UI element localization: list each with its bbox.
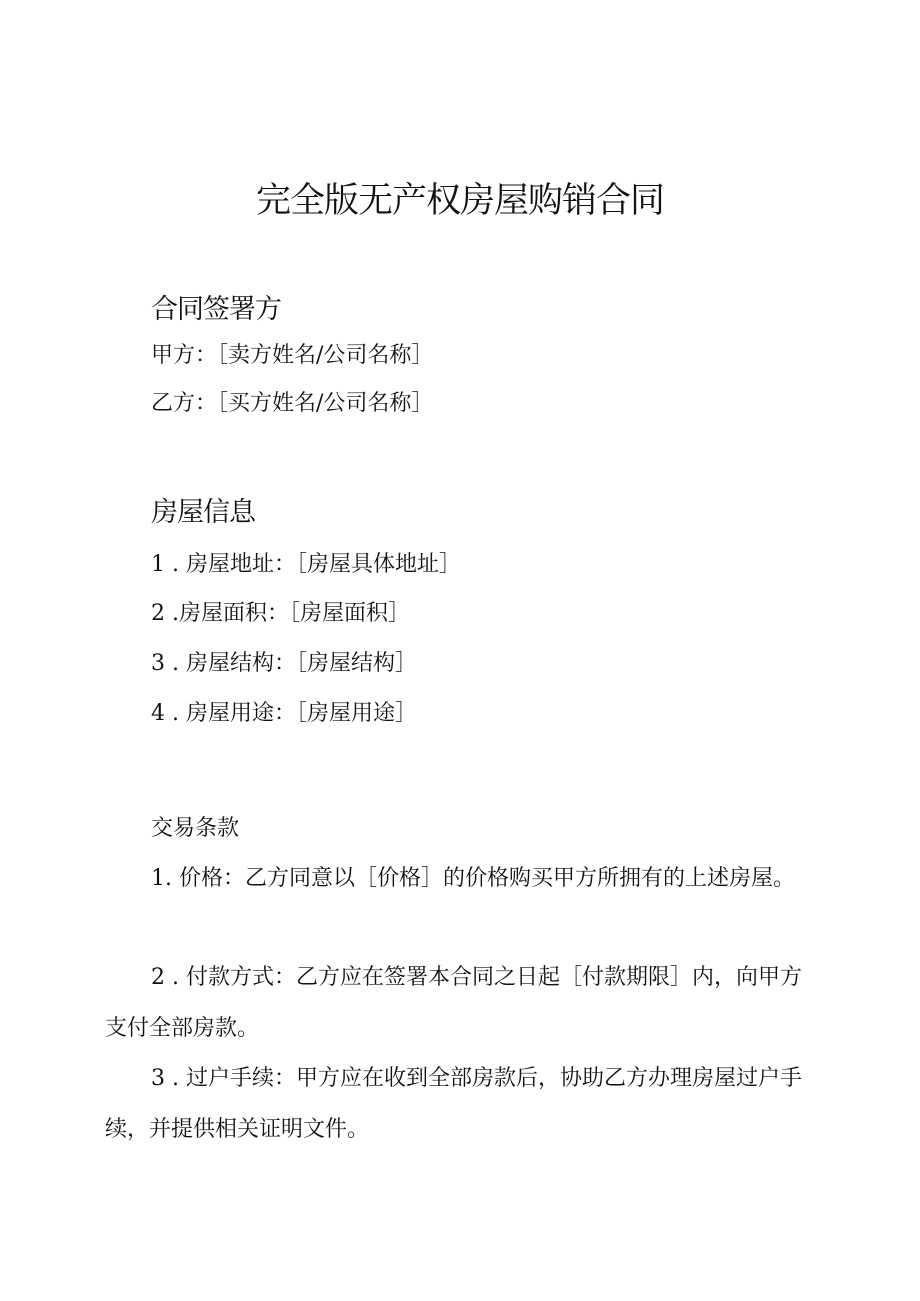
property-item-structure: 3 . 房屋结构：［房屋结构］ [151,651,417,676]
property-item-area: 2 .房屋面积：［房屋面积］ [151,601,410,626]
terms-clause-transfer: 3 . 过户手续：甲方应在收到全部房款后，协助乙方办理房屋过户手续，并提供相关证明文件。 [105,1066,802,1142]
party-b-line: 乙方：［买方姓名/公司名称］ [151,391,434,416]
property-item-use: 4 . 房屋用途：［房屋用途］ [151,701,417,726]
terms-heading: 交易条款 [151,816,240,841]
property-heading: 房屋信息 [151,497,255,528]
terms-clause-price: 1. 价格：乙方同意以［价格］的价格购买甲方所拥有的上述房屋。 [151,866,795,891]
terms-clause-payment: 2 . 付款方式：乙方应在签署本合同之日起［付款期限］内，向甲方支付全部房款。 [105,965,802,1041]
party-a-line: 甲方：［卖方姓名/公司名称］ [151,343,434,368]
property-item-address: 1 . 房屋地址：［房屋具体地址］ [151,552,461,577]
parties-heading: 合同签署方 [151,294,281,325]
document-title: 完全版无产权房屋购销合同 [255,181,664,221]
